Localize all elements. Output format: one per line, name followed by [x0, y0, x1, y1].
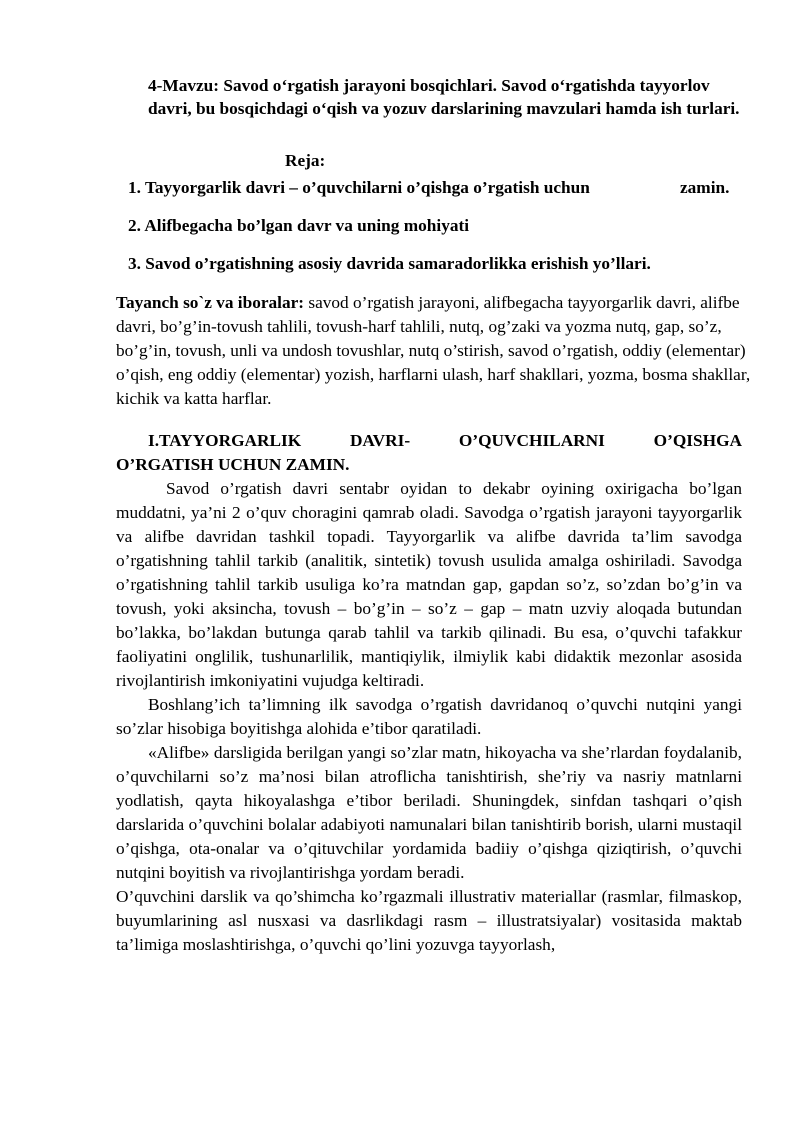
plan-heading: Reja:: [285, 151, 326, 170]
plan-item-3: [128, 254, 651, 274]
paragraph-4: O’quvchini darslik va qo’shimcha ko’rgazmali illustrativ materiallar (rasmlar, filmaskop, buyumlarining asl nusxasi va dasrlikdagi rasm – illustratsiyalar) vositasida maktab ta’limiga moslashtirishga, o’quvchi qo’lini yozuvga tayyorlash,: [116, 887, 742, 954]
plan-item-1-text: 1. Tayyorgarlik davri – o’quvchilarni o’qishga o’rgatish uchun: [128, 178, 590, 197]
body-text: [116, 477, 742, 957]
keywords-text: savod o’rgatish jarayoni, alifbegacha tayyorgarlik davri, alifbe davri, bo’g’in-tovush tahlili, tovush-harf tahlili, nutq, og’zaki va yozma nutq, gap, so’z, bo’g’in, tovush, unli va undosh tovushlar, nutq o’stirish, savod o’rgatish, oddiy (elementar) o’qish, eng oddiy (elementar) yozish, harflarni ulash, harf shakllari, yozma, bosma shakllar, kichik va katta harflar.: [116, 293, 751, 408]
plan-item-1-end: zamin.: [680, 178, 730, 197]
section-heading-line2: O’RGATISH UCHUN ZAMIN.: [116, 455, 350, 474]
plan-item-1: [128, 178, 730, 198]
plan-item-2-text: 2. Alifbegacha bo’lgan davr va uning mohiyati: [128, 216, 470, 235]
keywords-label: Tayanch so`z va iboralar:: [116, 293, 305, 312]
paragraph-1: Savod o’rgatish davri sentabr oyidan to dekabr oyining oxirigacha bo’lgan muddatni, ya’ni 2 o’quv choragini qamrab oladi. Savodga o’rgatish jarayoni tayyorgarlik va alifbe davridan tashkil topadi. Tayyorgarlik va alifbe davrida ta’lim savodga o’rgatishning tahlil tarkib (analitik, sintetik) tovush usulida amalga oshiriladi. Savodga o’rgatishning tahlil tarkib usuliga ko’ra matndan gap, gapdan so’z, so’zdan bo’g’in va tovush, yoki aksincha, tovush – bo’g’in – so’z – gap – matn uzviy aloqada butundan bo’lakka, bo’lakdan butunga qarab tahlil va tarkib qilinadi. Bu esa, o’quvchi tafakkur faoliyatini onglilik, tushunarlilik, mantiqiylik, ilmiylik kabi didaktik mezonlar asosida rivojlantirish imkoniyatini vujudga keltiradi.: [116, 479, 742, 690]
plan-item-2: [128, 216, 469, 236]
section-heading-line1: I.TAYYORGARLIK DAVRI- O’QUVCHILARNI O’QISHGA: [148, 431, 742, 450]
keywords-paragraph: [116, 291, 756, 411]
topic-title: 4-Mavzu: Savod oʻrgatish jarayoni bosqichlari. Savod oʻrgatishda tayyorlov davri, bu bosqichdagi oʻqish va yozuv darslarining mavzulari hamda ish turlari.: [148, 76, 740, 118]
plan-item-3-text: 3. Savod o’rgatishning asosiy davrida samaradorlikka erishish yo’llari.: [128, 254, 651, 273]
paragraph-2: Boshlang’ich ta’limning ilk savodga o’rgatish davridanoq o’quvchi nutqini yangi so’zlar hisobiga boyitishga alohida e’tibor qaratiladi.: [116, 695, 742, 738]
paragraph-3: «Alifbe» darsligida berilgan yangi so’zlar matn, hikoyacha va she’rlardan foydalanib, o’quvchilarni so’z ma’nosi bilan atroflicha tanishtirish, she’riy va nasriy matnlarni yodlatish, qayta hikoyalashga e’tibor beriladi. Shuningdek, sinfdan tashqari o’qish darslarida o’quvchini bolalar adabiyoti namunalari bilan tanishtirib borish, ularni mustaqil o’qishga, ota-onalar va o’qituvchilar yordamida badiiy o’qishga qiziqtirish, o’quvchi nutqini boyitish va rivojlantirishga yordam beradi.: [116, 743, 742, 882]
